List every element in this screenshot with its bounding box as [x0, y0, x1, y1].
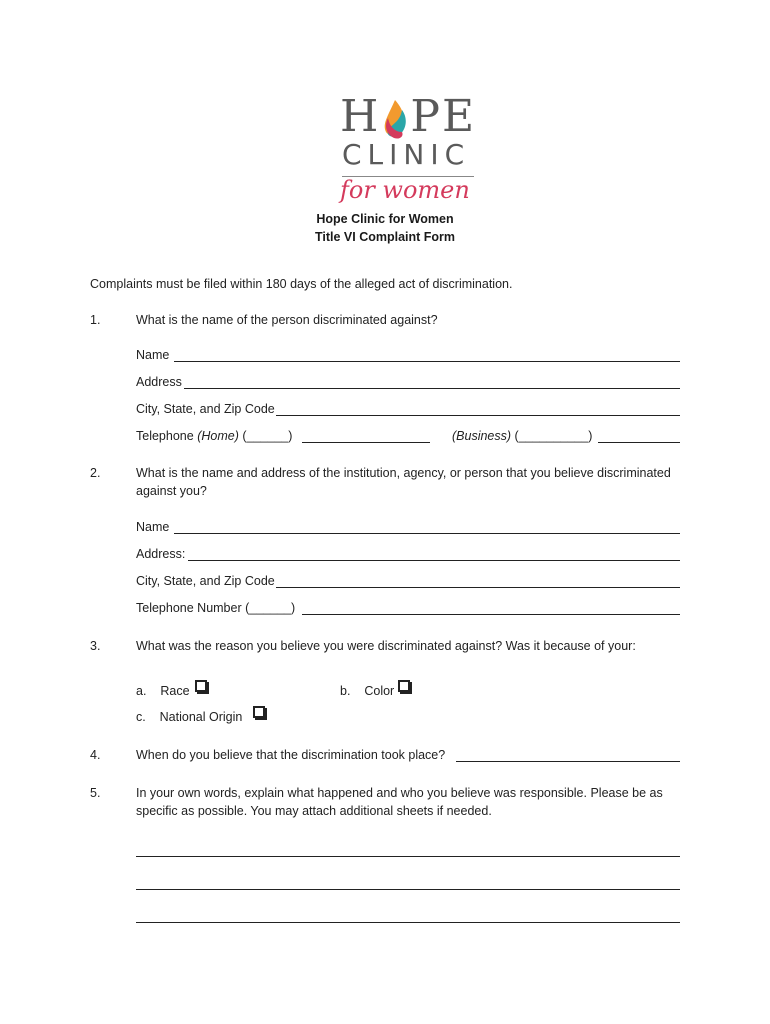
q1-name-field[interactable] — [174, 361, 680, 362]
option-letter: a. — [136, 684, 147, 698]
q3-option-color — [340, 684, 394, 698]
q1-csz-label: City, State, and Zip Code — [136, 402, 275, 416]
q1-csz-field[interactable] — [276, 415, 680, 416]
q5-answer-line[interactable] — [136, 856, 680, 857]
hope-clinic-logo — [330, 92, 490, 210]
q2-number: 2. — [90, 466, 101, 480]
option-letter: c. — [136, 710, 146, 724]
q3-text: What was the reason you believe you were discriminated against? Was it because of your: — [136, 639, 636, 653]
q4-text: When do you believe that the discrimination took place? — [136, 748, 446, 762]
q1-business-area-code[interactable]: (__________) — [514, 429, 593, 443]
flame-icon — [380, 98, 410, 140]
q5-text-line1: In your own words, explain what happened and who you believe was responsible. Please be as — [136, 786, 663, 800]
q3-option-race — [136, 684, 190, 698]
q5-number: 5. — [90, 786, 101, 800]
q2-name-field[interactable] — [174, 533, 680, 534]
q2-text-line2: against you? — [136, 484, 207, 498]
q2-address-label: Address: — [136, 547, 186, 561]
q1-address-field[interactable] — [184, 388, 680, 389]
q1-name-label: Name — [136, 348, 170, 362]
q1-business-label: (Business) — [452, 429, 512, 443]
q5-answer-line[interactable] — [136, 922, 680, 923]
q1-home-phone-field[interactable] — [302, 442, 430, 443]
logo-letter-h: H — [340, 91, 381, 142]
q2-csz-label: City, State, and Zip Code — [136, 574, 275, 588]
q2-address-field[interactable] — [188, 560, 680, 561]
intro-text: Complaints must be filed within 180 days of the alleged act of discrimination. — [90, 277, 513, 291]
q5-answer-line[interactable] — [136, 889, 680, 890]
form-title: Title VI Complaint Form — [314, 230, 456, 244]
org-name: Hope Clinic for Women — [316, 212, 454, 226]
q3-number: 3. — [90, 639, 101, 653]
option-label: Race — [160, 684, 190, 698]
option-letter: b. — [340, 684, 351, 698]
q2-telephone-label: Telephone Number — [136, 601, 242, 615]
q1-business-row — [452, 429, 592, 443]
option-label: Color — [364, 684, 395, 698]
q1-address-label: Address — [136, 375, 182, 389]
logo-letters-pe: PE — [410, 91, 477, 142]
q1-home-area-code[interactable]: (______) — [242, 429, 293, 443]
q4-date-field[interactable] — [456, 761, 680, 762]
logo-clinic-wordmark: CLINIC — [342, 138, 471, 171]
q2-phone-field[interactable] — [302, 614, 680, 615]
q1-telephone-label: Telephone — [136, 429, 194, 443]
logo-for-women: for women — [340, 176, 470, 204]
q2-csz-field[interactable] — [276, 587, 680, 588]
q1-home-label: (Home) — [197, 429, 239, 443]
q4-number: 4. — [90, 748, 101, 762]
q2-name-label: Name — [136, 520, 170, 534]
q1-business-phone-field[interactable] — [598, 442, 680, 443]
color-checkbox[interactable] — [398, 680, 410, 692]
option-label: National Origin — [159, 710, 243, 724]
q2-area-code[interactable]: (______) — [245, 601, 296, 615]
q1-text: What is the name of the person discriminated against? — [136, 313, 438, 327]
q1-telephone-row — [136, 429, 292, 443]
q1-number: 1. — [90, 313, 101, 327]
q5-text-line2: specific as possible. You may attach additional sheets if needed. — [136, 804, 492, 818]
race-checkbox[interactable] — [195, 680, 207, 692]
q3-option-national-origin — [136, 710, 242, 724]
q2-telephone-row — [136, 601, 295, 615]
q2-text-line1: What is the name and address of the institution, agency, or person that you believe discriminated — [136, 466, 671, 480]
national-origin-checkbox[interactable] — [253, 706, 265, 718]
